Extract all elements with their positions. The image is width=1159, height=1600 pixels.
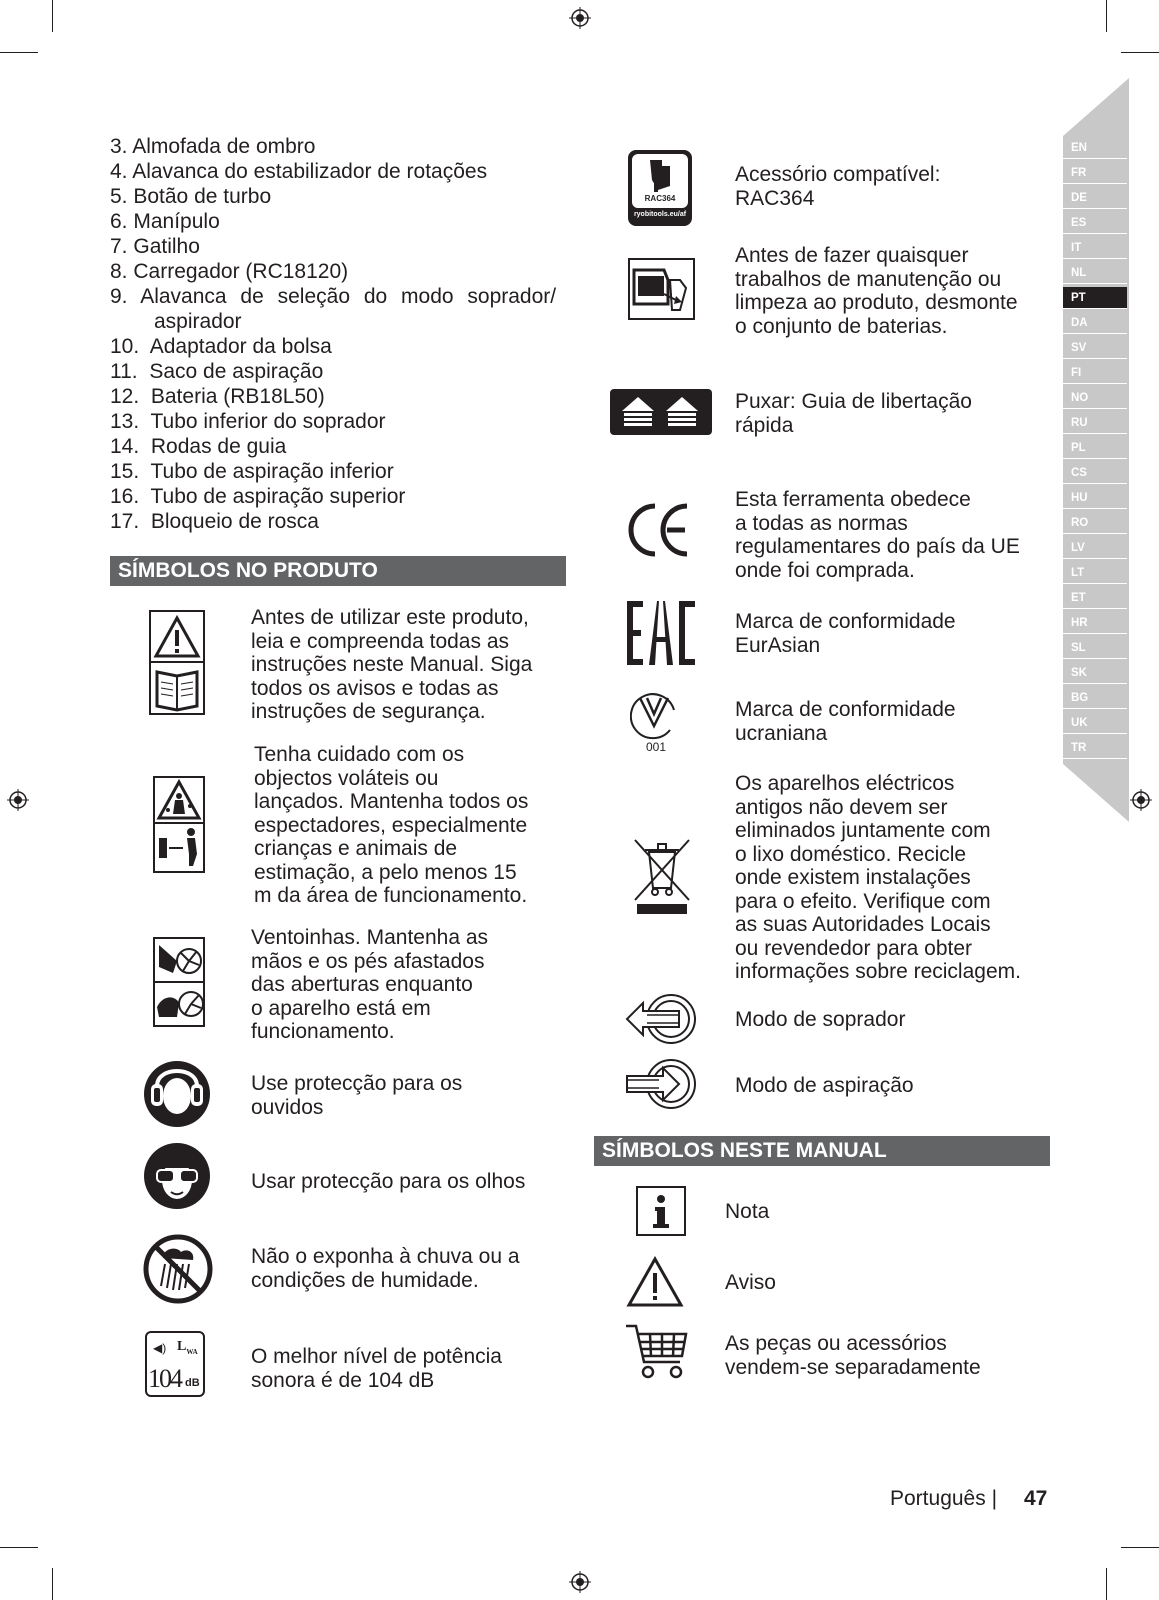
list-item: 11. Saco de aspiração — [110, 360, 324, 383]
crop-mark — [52, 1568, 53, 1600]
weee-bin-icon — [633, 838, 691, 916]
rac-url: ryobitools.eu/af — [633, 211, 687, 218]
language-tab-de[interactable]: DE — [1063, 187, 1127, 209]
ukr-code: 001 — [646, 740, 667, 754]
symbol-description: Acessório compatível: RAC364 — [735, 163, 941, 210]
language-tab-sv[interactable]: SV — [1063, 337, 1127, 359]
symbol-description: Antes de fazer quaisquer trabalhos de manutenção ou limpeza ao produto, desmonte o conjunto de baterias. — [735, 244, 1018, 338]
quick-release-pull-icon — [610, 389, 712, 435]
info-note-icon — [636, 1186, 686, 1236]
symbol-description: Usar protecção para os olhos — [251, 1170, 526, 1193]
section-heading-manual-symbols: SÍMBOLOS NESTE MANUAL — [594, 1136, 1050, 1166]
registration-mark-icon — [7, 789, 29, 811]
crop-mark — [1106, 0, 1107, 32]
list-item: 16. Tubo de aspiração superior — [110, 485, 406, 508]
symbol-description: Marca de conformidade ucraniana — [735, 698, 956, 745]
language-tab-fr[interactable]: FR — [1063, 162, 1127, 184]
list-item: 6. Manípulo — [110, 210, 220, 233]
symbol-description: Puxar: Guia de libertação rápida — [735, 390, 972, 437]
registration-mark-icon — [569, 1571, 591, 1593]
section-heading-product-symbols: SÍMBOLOS NO PRODUTO — [110, 556, 566, 586]
language-tab-es[interactable]: ES — [1063, 212, 1127, 234]
symbol-description: Marca de conformidade EurAsian — [735, 610, 956, 657]
list-item: 10. Adaptador da bolsa — [110, 335, 332, 358]
list-item: 17. Bloqueio de rosca — [110, 510, 319, 533]
registration-mark-icon — [1130, 789, 1152, 811]
language-tab-en[interactable]: EN — [1063, 137, 1127, 159]
language-tab-uk[interactable]: UK — [1063, 712, 1127, 734]
language-tab-sk[interactable]: SK — [1063, 662, 1127, 684]
symbol-description: Antes de utilizar este produto, leia e compreenda todas as instruções neste Manual. Siga todos os avisos e todas as instruções de segurança. — [251, 606, 533, 723]
crop-mark — [0, 52, 38, 53]
symbol-description: Modo de aspiração — [735, 1074, 914, 1097]
symbol-description: Nota — [725, 1200, 770, 1223]
list-item: 5. Botão de turbo — [110, 185, 272, 208]
language-tab-ru[interactable]: RU — [1063, 412, 1127, 434]
crop-mark — [1106, 1568, 1107, 1600]
blower-mode-icon — [623, 993, 699, 1045]
symbol-description: Tenha cuidado com os objectos voláteis ou lançados. Mantenha todos os espectadores, especialmente crianças e animais de estimação, a pelo menos 15 m da área de funcionamento. — [254, 743, 529, 907]
symbol-description: Não o exponha à chuva ou a condições de humidade. — [251, 1245, 520, 1292]
list-item: 9. Alavanca de seleção do modo soprador/ — [110, 285, 557, 308]
language-tab-et[interactable]: ET — [1063, 587, 1127, 609]
shopping-cart-icon — [624, 1322, 690, 1384]
language-tab-tr[interactable]: TR — [1063, 737, 1127, 759]
list-item: 3. Almofada de ombro — [110, 135, 316, 158]
symbol-description: Esta ferramenta obedece a todas as normas regulamentares do país da UE onde foi comprada. — [735, 488, 1020, 582]
warning-triangle-icon — [626, 1256, 684, 1308]
thrown-objects-icon — [153, 776, 205, 873]
language-tab-lv[interactable]: LV — [1063, 537, 1127, 559]
list-item: 12. Bateria (RB18L50) — [110, 385, 325, 408]
symbol-description: Modo de soprador — [735, 1008, 906, 1031]
ukrainian-mark-icon — [630, 688, 680, 740]
sound-value: 104 — [148, 1364, 181, 1393]
language-tab-ro[interactable]: RO — [1063, 512, 1127, 534]
page-number: 47 — [1024, 1487, 1048, 1510]
list-item: 8. Carregador (RC18120) — [110, 260, 349, 283]
symbol-description: Aviso — [725, 1271, 776, 1294]
language-tab-it[interactable]: IT — [1063, 237, 1127, 259]
read-manual-warning-icon — [149, 610, 205, 715]
rac-label: RAC364 — [644, 194, 676, 203]
vacuum-mode-icon — [623, 1058, 699, 1110]
list-item: 13. Tubo inferior do soprador — [110, 410, 386, 433]
crop-mark — [1121, 1547, 1159, 1548]
language-tab-pl[interactable]: PL — [1063, 437, 1127, 459]
fan-blades-icon — [153, 937, 205, 1027]
language-tab-hu[interactable]: HU — [1063, 487, 1127, 509]
language-tab-no[interactable]: NO — [1063, 387, 1127, 409]
symbol-description: Os aparelhos eléctricos antigos não devem ser eliminados juntamente com o lixo doméstico. Recicle onde existem instalações para o efeito. Verifique com as suas Autoridades Locais ou revendedor para obter informações sobre reciclagem. — [735, 772, 1021, 983]
hand-tool-icon — [642, 156, 678, 194]
language-tab-da[interactable]: DA — [1063, 312, 1127, 334]
list-item: 7. Gatilho — [110, 235, 200, 258]
eac-mark-icon — [627, 599, 695, 667]
footer-language: Português | — [890, 1487, 998, 1510]
no-rain-icon — [143, 1234, 213, 1304]
crop-mark — [0, 1547, 38, 1548]
sound-unit: dB — [185, 1377, 200, 1389]
language-tab-hr[interactable]: HR — [1063, 612, 1127, 634]
language-tab-lt[interactable]: LT — [1063, 562, 1127, 584]
crop-mark — [52, 0, 53, 32]
symbol-description: Use protecção para os ouvidos — [251, 1072, 463, 1119]
sound-label: $L_{WA}$ — [177, 1339, 198, 1356]
language-tab-pt[interactable]: PT — [1063, 287, 1127, 309]
speaker-icon: ◀) — [153, 1341, 167, 1355]
symbol-description: O melhor nível de potência sonora é de 104 dB — [251, 1345, 502, 1392]
crop-mark — [1121, 52, 1159, 53]
symbol-description: As peças ou acessórios vendem-se separadamente — [725, 1332, 981, 1379]
language-tab-nl[interactable]: NL — [1063, 262, 1127, 284]
eye-protection-icon — [143, 1142, 211, 1210]
language-tab-cs[interactable]: CS — [1063, 462, 1127, 484]
accessory-rac364-icon — [628, 150, 692, 226]
list-item: 14. Rodas de guia — [110, 435, 287, 458]
list-item: 4. Alavanca do estabilizador de rotações — [110, 160, 488, 183]
ear-protection-icon — [143, 1060, 211, 1128]
language-tab-sl[interactable]: SL — [1063, 637, 1127, 659]
list-item: aspirador — [154, 310, 242, 333]
ce-mark-icon — [627, 502, 691, 558]
language-tab-fi[interactable]: FI — [1063, 362, 1127, 384]
symbol-description: Ventoinhas. Mantenha as mãos e os pés afastados das aberturas enquanto o aparelho está em funcionamento. — [251, 926, 489, 1043]
language-tab-bg[interactable]: BG — [1063, 687, 1127, 709]
sound-power-icon — [145, 1331, 205, 1397]
remove-battery-icon — [628, 258, 695, 320]
registration-mark-icon — [569, 7, 591, 29]
list-item: 15. Tubo de aspiração inferior — [110, 460, 394, 483]
